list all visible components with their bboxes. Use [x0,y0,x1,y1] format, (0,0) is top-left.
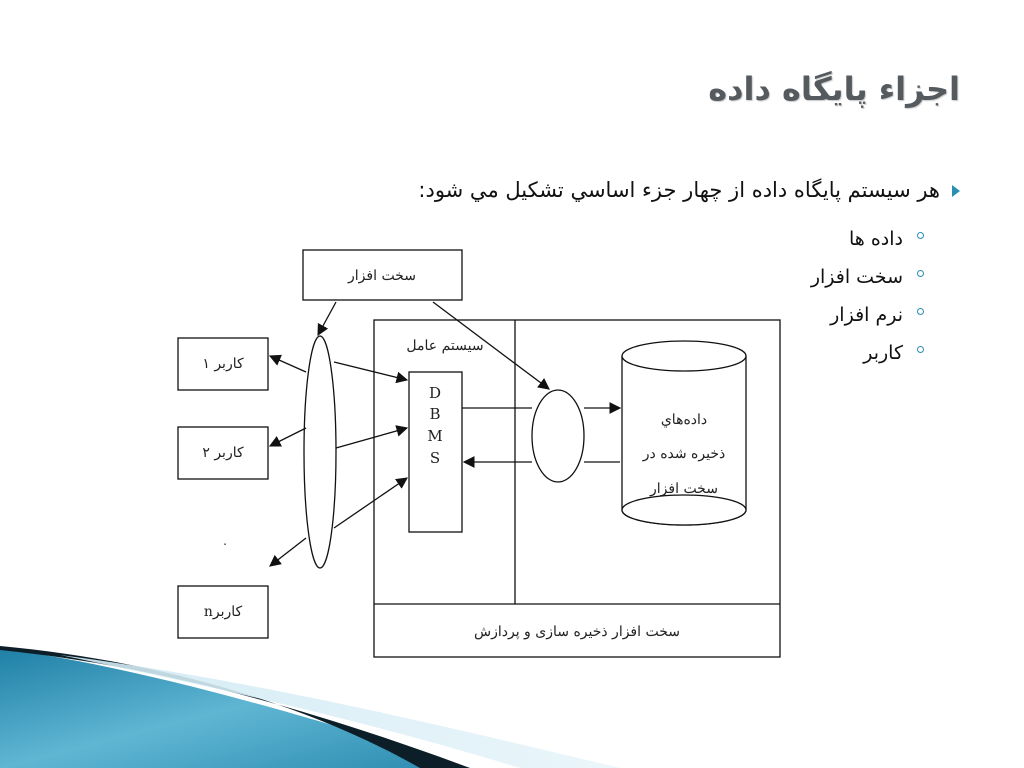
dbms-letter-d: D [428,384,442,402]
list-item: نرم افزار [811,302,924,340]
dbms-letter-m: M [427,427,443,445]
user-label-n: كاربرn [203,604,243,620]
intro-text: هر سيستم پايگاه داده از چهار جزء اساسي تشكيل مي شود: [418,178,940,202]
users-ellipsis: . [223,534,227,548]
list-item: داده ها [811,226,924,264]
dbms-letter-s: S [429,449,441,467]
list-item: سخت افزار [811,264,924,302]
interface-ellipse [304,336,336,568]
dbms-letter-b: B [429,405,441,423]
stored-data-line-3: سخت افزار [650,481,718,497]
arrow-user1 [270,356,306,372]
stored-data-line-1: داده‌هاي [660,412,708,428]
arrow-usern [270,538,306,566]
slide-title: اجزاء پايگاه داده [708,70,960,108]
arrow-hardware-to-ellipse [318,302,336,335]
list-item: كاربر [811,340,924,378]
os-label: سيستم عامل [406,338,484,354]
user-label-2: كاربر ٢ [202,445,244,461]
storage-interface-ellipse [532,390,584,482]
hardware-label: سخت افزار [348,268,416,284]
cylinder-top [622,341,746,371]
user-label-1: كاربر ١ [202,356,244,372]
cylinder-bottom [622,495,746,525]
arrow-user2 [270,428,306,446]
storage-processing-label: سخت افزار ذخيره سازی و پردازش [474,624,680,640]
stored-data-line-2: ذخيره شده در [642,446,726,462]
